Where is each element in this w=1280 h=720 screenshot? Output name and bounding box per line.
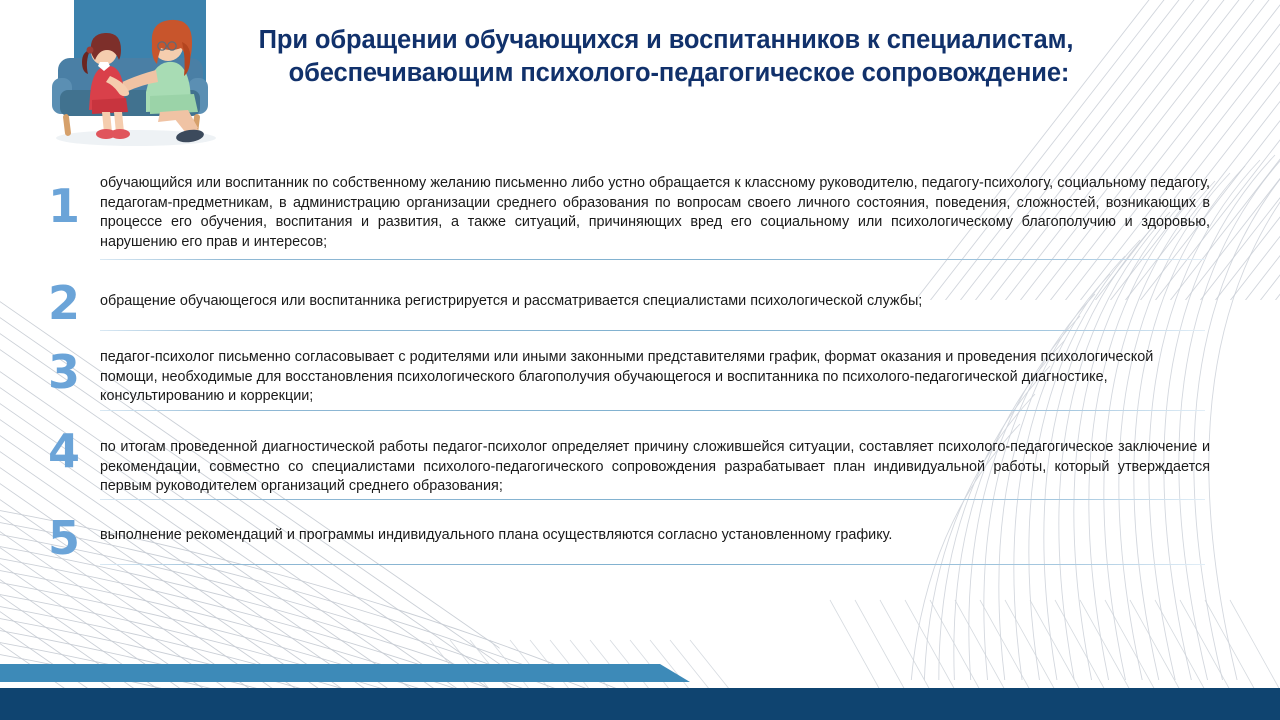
procedure-steps-list [0, 168, 1280, 565]
footer-bar [0, 688, 1280, 720]
step-number: 3 [48, 345, 81, 399]
step-text: обучающийся или воспитанник по собственному желанию письменно либо устно обращается к классному руководителю, педагогу-психологу, социальному педагогу, педагогам-предметникам, в администрацию организации среднего образования по вопросам своего личного состояния, поведения, сложностей, возникающих в процессе его обучения, воспитания и развития, а также ситуаций, причиняющих вред его социальному или психологическому благополучию и здоровью, нарушению его прав и интересов; [100, 175, 1210, 250]
page-title-line-2: обеспечивающим психолого-педагогическое сопровождение: [288, 59, 1070, 87]
list-item [0, 502, 1280, 565]
list-item [0, 414, 1280, 502]
step-number: 4 [48, 424, 81, 478]
step-text: педагог-психолог письменно согласовывает с родителями или иными законными представителями график, формат оказания и проведения психологической помощи, необходимые для восстановления психологического благополучия обучающегося и воспитанника по психолого-педагогической диагностике, консультированию и коррекции; [100, 349, 1154, 405]
counselor-and-child-illustration [38, 0, 228, 150]
step-text: по итогам проведенной диагностической работы педагог-психолог определяет причину сложившейся ситуации, составляет психолого-педагогическое заключение и рекомендации, совместно со специалистами психолого-педагогического сопровождения разрабатывает план индивидуальной работы, который утверждается первым руководителем организаций среднего образования; [100, 439, 1210, 495]
step-text: обращение обучающегося или воспитанника регистрируется и рассматривается специалистами психологической службы; [100, 293, 923, 309]
step-text: выполнение рекомендаций и программы индивидуального плана осуществляются согласно установленному графику. [100, 527, 893, 543]
step-divider [100, 499, 1205, 500]
step-divider [100, 410, 1205, 411]
step-number: 2 [48, 276, 81, 330]
page-title [216, 24, 1116, 90]
step-divider [100, 330, 1205, 331]
list-item [0, 168, 1280, 262]
step-number: 1 [48, 179, 81, 233]
list-item [0, 262, 1280, 336]
page-title-line-1: При обращении обучающихся и воспитанников к специалистам, [258, 26, 1074, 54]
accent-stripe [0, 656, 1280, 688]
step-number: 5 [48, 511, 81, 565]
step-divider [100, 259, 1205, 260]
list-item [0, 336, 1280, 414]
step-divider [100, 564, 1205, 565]
